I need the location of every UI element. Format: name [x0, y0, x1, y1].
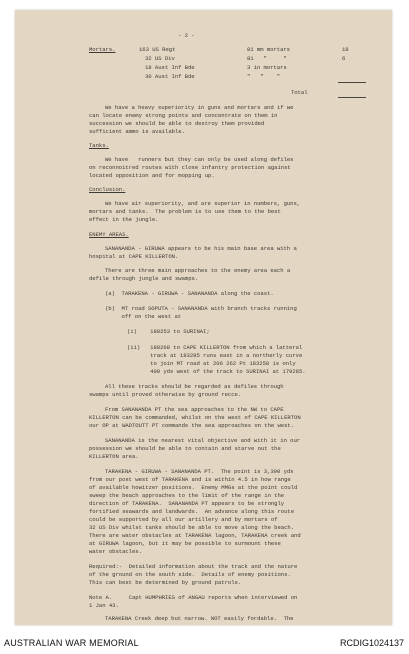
text-line: There are water obstacles at TARAKENA lagoon, TARAKENA creek and	[89, 532, 301, 539]
list-item-ii: to join MT road at 206 262 Pt 183258 is only	[127, 360, 296, 367]
list-item-b: (b) MT road SOPUTA - SANANANDA with branch tracks running	[105, 305, 297, 312]
text-line: possession we should be able to contain and starve out the	[89, 445, 281, 452]
page-number: - 2 -	[178, 32, 195, 39]
text-line: KILLERTON area.	[89, 453, 139, 460]
mortars-count: 18	[342, 46, 349, 53]
text-line: on reconnoitred routes with close infantry protection against	[89, 164, 291, 171]
list-item-ii: 400 yds west of the track to SURINAI at 179285.	[127, 368, 306, 375]
text-line: 1 Jan 43.	[89, 602, 119, 609]
text-line: at GIRUWA lagoon, but it may be possible to surmount these	[89, 540, 281, 547]
text-line: hospital at CAPE KILLERTON.	[89, 253, 179, 260]
text-line: We have a heavy superiority in guns and mortars and if we	[105, 104, 294, 111]
mortars-unit: 32 US Div	[145, 55, 175, 62]
text-line: sweep the beach approaches to the limit of the range in the	[89, 492, 285, 499]
total-rule	[338, 82, 366, 83]
text-line: This can best be determined by ground patrols.	[89, 579, 242, 586]
mortars-weapon: 81 " "	[247, 55, 287, 62]
mortars-weapon: 81 mm mortars	[247, 46, 290, 53]
list-item-ii: track at 183285 runs east in a northerly curve	[127, 352, 303, 359]
mortars-weapon: " " "	[247, 73, 281, 80]
text-line: We have runners but they can only be used along defiles	[105, 156, 294, 163]
text-line: located opposition and for mopping up.	[89, 172, 215, 179]
conclusion-heading: Conclusion.	[89, 186, 126, 193]
text-line: Required:- Detailed information about the track and the nature	[89, 563, 298, 570]
text-line: can locate enemy strong points and concentrate on them in	[89, 112, 278, 119]
text-line: fortified seawards and landwards. An advance along this route	[89, 508, 295, 515]
mortars-total-label: Total	[291, 89, 308, 96]
text-line: sufficient ammo is available.	[89, 128, 185, 135]
text-line: We have air superiority, and are superior in numbers, guns,	[105, 200, 301, 207]
list-item-a: (a) TARAKENA - GIRUWA - SANANANDA along the coast.	[105, 290, 274, 297]
list-item-i: (i) 188253 to SURINAI;	[127, 328, 210, 335]
text-line: 32 US Div whilst tanks should be able to move along the beach.	[89, 524, 295, 531]
tanks-heading: Tanks.	[89, 142, 109, 149]
archive-footer	[0, 638, 409, 652]
text-line: SANANANDA is the nearest vital objective and with it in our	[105, 437, 301, 444]
text-line: Note A. Capt HUMPHRIES of ANGAU reports when interviewed on	[89, 594, 298, 601]
document-page	[15, 10, 392, 625]
mortars-unit: 163 US Regt	[139, 46, 176, 53]
text-line: of the ground on the south side. Details of enemy positions.	[89, 571, 291, 578]
mortars-unit: 30 Aust Inf Bde	[145, 73, 195, 80]
mortars-weapon: 3 in mortars	[247, 64, 287, 71]
list-item-ii: (ii) 188268 to CAPE KILLERTON from which a latteral	[127, 344, 303, 351]
text-line: mortars and tanks. The problem is to use them to the best	[89, 208, 281, 215]
text-line: TARAKENA - GIRUWA - SANANANDA PT. The point is 3,300 yds	[105, 468, 294, 475]
total-rule	[338, 97, 366, 98]
text-line: succession we should be able to destroy them provided	[89, 120, 265, 127]
text-line: direction of TARAKENA. SANANANDA PT appears to be strongly	[89, 500, 285, 507]
text-line: defile through jungle and swamps.	[89, 275, 199, 282]
text-line: could be supported by all our artillery and by mortars of	[89, 516, 278, 523]
text-line: KILLERTON can be commanded, whilst on the west of CAPE KILLERTON	[89, 414, 301, 421]
text-line: All these tracks should be regarded as defiles through	[105, 383, 284, 390]
list-item-b: off on the west at	[105, 313, 182, 320]
mortars-label: Mortars.	[89, 46, 116, 53]
enemy-areas-heading: ENEMY AREAS.	[89, 231, 129, 238]
mortars-unit: 18 Aust Inf Bde	[145, 64, 195, 71]
footer-id: RCDIG1024137	[339, 638, 404, 648]
text-line: effect in the jungle.	[89, 216, 159, 223]
text-line: from our post west of TARAKENA and is within 4.5 in how range	[89, 476, 291, 483]
text-line: TARAKENA Creek deep but narrow. NOT easily fordable. The	[105, 615, 294, 622]
text-line: of available howitzer positions. Enemy MMGs at the point could	[89, 484, 298, 491]
text-line: SANANANDA - GIRUWA appears to be his main base area with a	[105, 245, 297, 252]
text-line: swamps until proved otherwise by ground recce.	[89, 391, 242, 398]
text-line: From SANANANDA PT the sea approaches to the NW to CAPE	[105, 406, 284, 413]
text-line: our OP at WADTOUTT PT commands the sea approaches on the west.	[89, 422, 295, 429]
mortars-count: 6	[342, 55, 346, 62]
text-line: There are three main approaches to the enemy area each a	[105, 267, 291, 274]
text-line: water obstacles.	[89, 548, 142, 555]
footer-source: AUSTRALIAN WAR MEMORIAL	[4, 638, 139, 648]
